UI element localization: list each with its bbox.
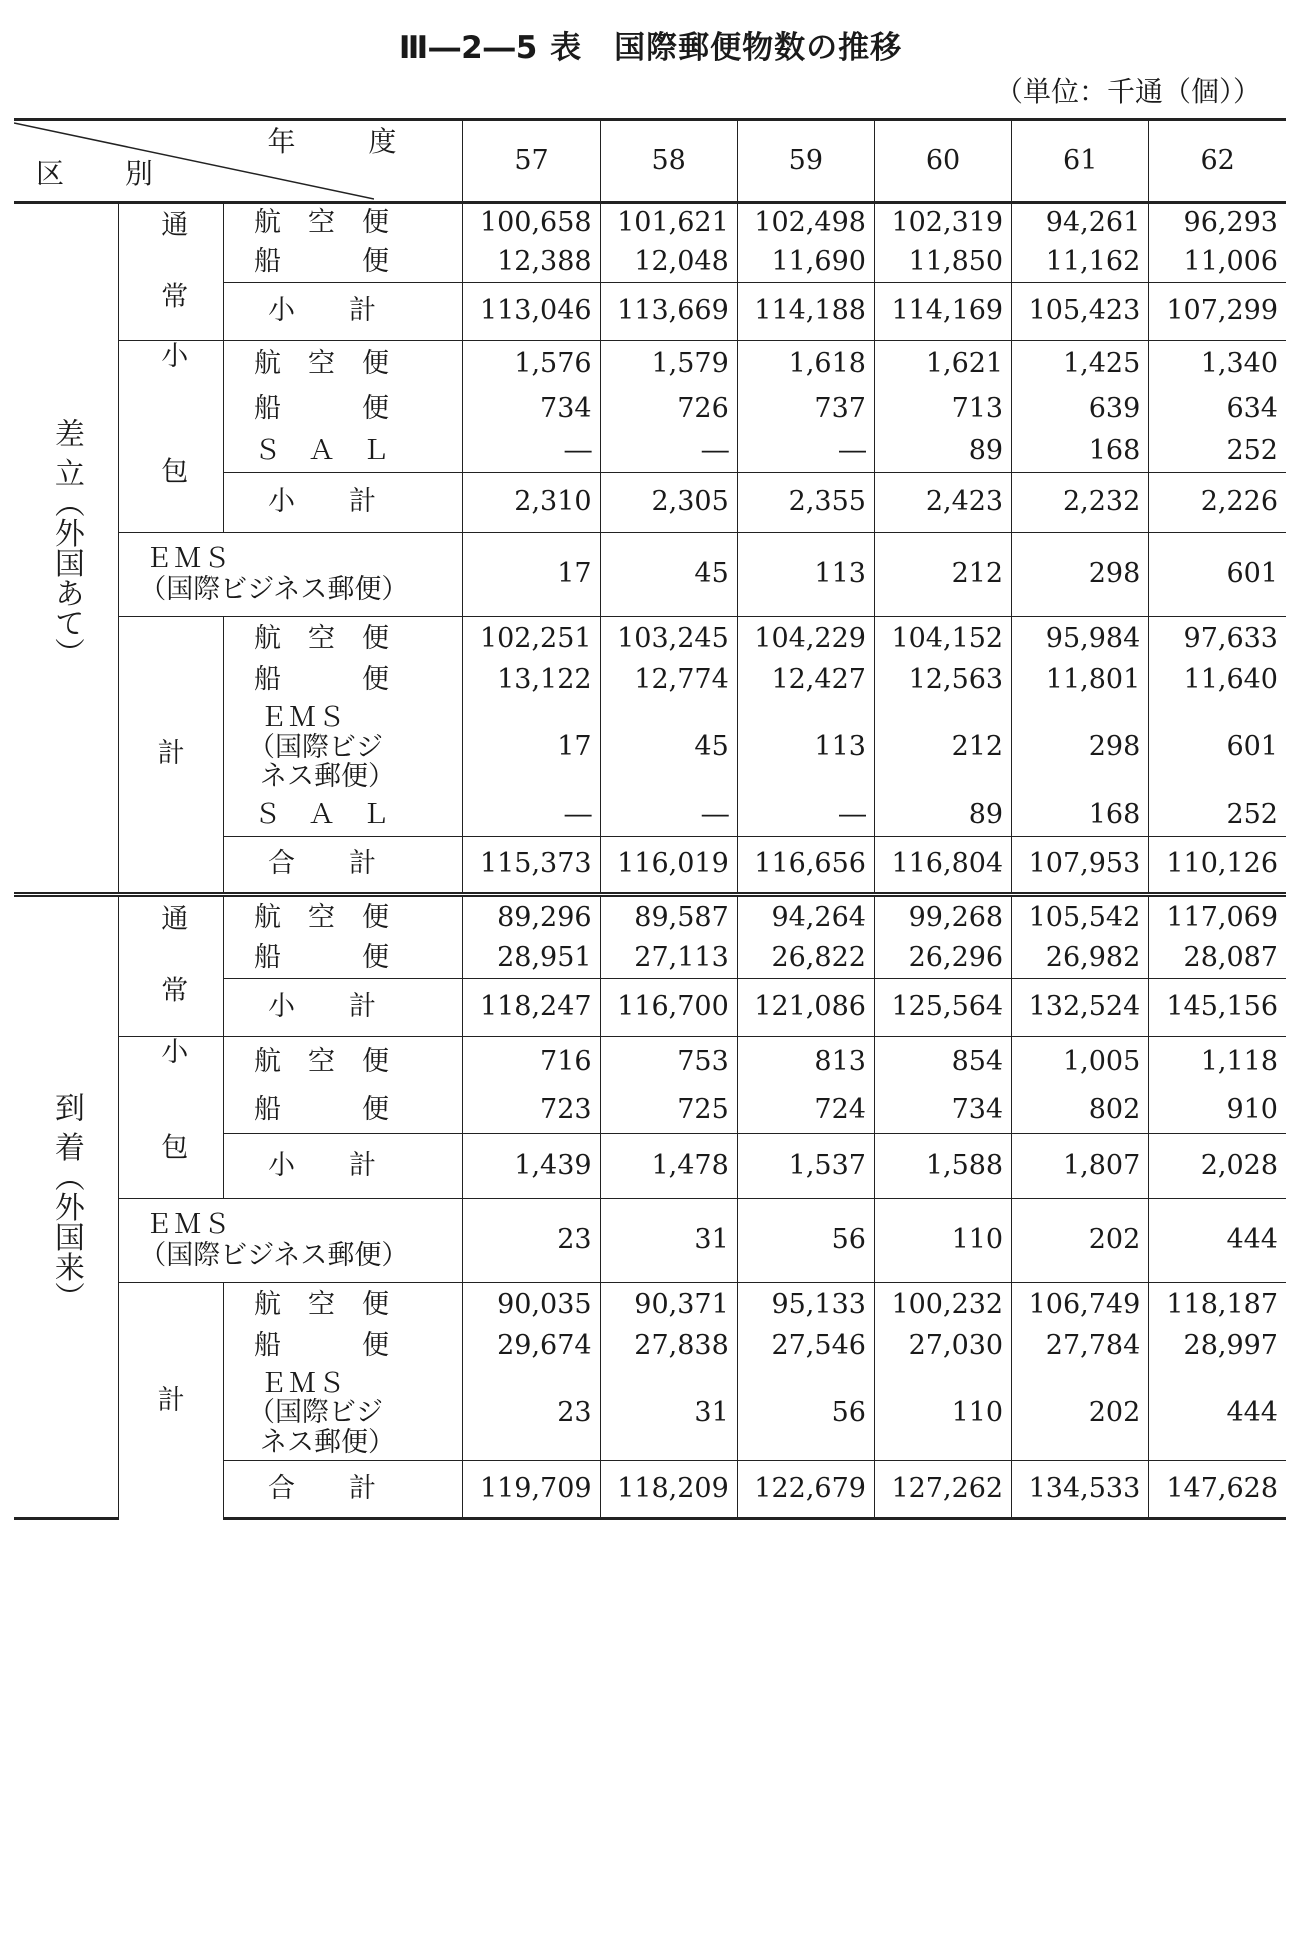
value-cell: ― [463,794,600,836]
value-cell: 31 [600,1198,737,1282]
value-cell: 89,296 [463,894,600,938]
row-label-ship: 船 便 [223,1326,462,1366]
value-cell: 634 [1149,387,1286,430]
value-cell: 29,674 [463,1326,600,1366]
value-cell: 17 [463,700,600,794]
value-cell: 1,576 [463,341,600,388]
value-cell: 2,355 [737,473,874,533]
value-cell: 639 [1012,387,1149,430]
value-cell: 1,425 [1012,341,1149,388]
value-cell: 11,006 [1149,243,1286,283]
value-cell: 56 [737,1198,874,1282]
kozutsumi-label: 小 包 [119,341,224,533]
value-cell: 2,226 [1149,473,1286,533]
value-cell: 96,293 [1149,203,1286,243]
value-cell: 102,251 [463,616,600,660]
value-cell: 113,046 [463,283,600,341]
ems-label [119,1198,463,1282]
value-cell: 27,030 [874,1326,1011,1366]
table-title: Ⅲ―2―5 表 国際郵便物数の推移 [398,30,903,66]
value-cell: 100,232 [874,1282,1011,1326]
value-cell: 2,232 [1012,473,1149,533]
value-cell: 115,373 [463,836,600,894]
value-cell: 116,656 [737,836,874,894]
value-cell: 2,423 [874,473,1011,533]
value-cell: 122,679 [737,1460,874,1518]
row-label-ship: 船 便 [223,387,462,430]
value-cell: 2,310 [463,473,600,533]
value-cell: 1,618 [737,341,874,388]
value-cell: 734 [874,1087,1011,1133]
value-cell: 1,621 [874,341,1011,388]
value-cell: 89 [874,794,1011,836]
value-cell: 116,804 [874,836,1011,894]
value-cell: 56 [737,1366,874,1460]
value-cell: 202 [1012,1366,1149,1460]
table-row [14,532,1286,616]
value-cell: 134,533 [1012,1460,1149,1518]
value-cell: 1,439 [463,1134,600,1199]
value-cell: 105,423 [1012,283,1149,341]
value-cell: 26,822 [737,938,874,978]
table-row [14,203,1286,243]
value-cell: 27,546 [737,1326,874,1366]
value-cell: 725 [600,1087,737,1133]
year-59: 59 [737,120,874,203]
value-cell: 127,262 [874,1460,1011,1518]
value-cell: 28,087 [1149,938,1286,978]
value-cell: 95,133 [737,1282,874,1326]
header-corner [14,120,463,203]
value-cell: 28,997 [1149,1326,1286,1366]
row-label-air: 航 空 便 [223,616,462,660]
ems-title: ＥＭＳ [145,1209,233,1241]
value-cell: 125,564 [874,978,1011,1036]
value-cell: 26,296 [874,938,1011,978]
value-cell: 12,427 [737,660,874,700]
ems-label [119,532,463,616]
value-cell: 107,299 [1149,283,1286,341]
value-cell: 147,628 [1149,1460,1286,1518]
row-label-subtotal: 小 計 [223,978,462,1036]
table-row [14,894,1286,938]
year-61: 61 [1012,120,1149,203]
value-cell: 813 [737,1036,874,1087]
value-cell: 11,801 [1012,660,1149,700]
value-cell: 737 [737,387,874,430]
row-label-total: 合 計 [223,836,462,894]
value-cell: 45 [600,700,737,794]
value-cell: 202 [1012,1198,1149,1282]
tsujo-label: 通 常 [119,203,224,341]
value-cell: 31 [600,1366,737,1460]
value-cell: 121,086 [737,978,874,1036]
row-label-subtotal: 小 計 [223,473,462,533]
touchaku-label: 到 着（外国来） [14,894,119,1518]
table-row [14,1282,1286,1326]
value-cell: 95,984 [1012,616,1149,660]
value-cell: 726 [600,387,737,430]
value-cell: 116,019 [600,836,737,894]
value-cell: 45 [600,532,737,616]
value-cell: 107,953 [1012,836,1149,894]
value-cell: 601 [1149,700,1286,794]
value-cell: 1,537 [737,1134,874,1199]
value-cell: 97,633 [1149,616,1286,660]
row-label-ship: 船 便 [223,660,462,700]
header-row [14,120,1286,203]
table-row [14,1198,1286,1282]
value-cell: 28,951 [463,938,600,978]
table-row [14,341,1286,388]
value-cell: 102,319 [874,203,1011,243]
value-cell: 101,621 [600,203,737,243]
ems-inner-label: ＥＭＳ （国際ビジ ネス郵便） [223,700,462,794]
value-cell: 168 [1012,430,1149,473]
value-cell: 116,700 [600,978,737,1036]
year-58: 58 [600,120,737,203]
value-cell: 12,388 [463,243,600,283]
value-cell: 1,118 [1149,1036,1286,1087]
row-label-air: 航 空 便 [223,341,462,388]
value-cell: 723 [463,1087,600,1133]
kozutsumi-label: 小 包 [119,1036,224,1198]
sashidashi-label: 差 立（外国あて） [14,203,119,895]
value-cell: 12,563 [874,660,1011,700]
year-57: 57 [463,120,600,203]
value-cell: 23 [463,1366,600,1460]
value-cell: 11,690 [737,243,874,283]
value-cell: 110 [874,1198,1011,1282]
value-cell: 23 [463,1198,600,1282]
value-cell: 1,005 [1012,1036,1149,1087]
ems-full: （国際ビジネス郵便） [139,1240,409,1272]
row-label-sal: Ｓ Ａ Ｌ [223,794,462,836]
value-cell: 114,169 [874,283,1011,341]
value-cell: ― [463,430,600,473]
value-cell: 713 [874,387,1011,430]
value-cell: 1,588 [874,1134,1011,1199]
row-label-air: 航 空 便 [223,203,462,243]
value-cell: 17 [463,532,600,616]
ems-inner-label: ＥＭＳ （国際ビジ ネス郵便） [223,1366,462,1460]
value-cell: 100,658 [463,203,600,243]
value-cell: 298 [1012,532,1149,616]
value-cell: 113,669 [600,283,737,341]
value-cell: 104,152 [874,616,1011,660]
value-cell: 117,069 [1149,894,1286,938]
value-cell: 145,156 [1149,978,1286,1036]
value-cell: 118,247 [463,978,600,1036]
value-cell: 113 [737,700,874,794]
value-cell: 1,340 [1149,341,1286,388]
value-cell: 252 [1149,430,1286,473]
value-cell: 11,850 [874,243,1011,283]
value-cell: 99,268 [874,894,1011,938]
value-cell: 212 [874,700,1011,794]
tsujo-label: 通 常 [119,894,224,1036]
value-cell: 119,709 [463,1460,600,1518]
value-cell: 1,478 [600,1134,737,1199]
row-label-ship: 船 便 [223,1087,462,1133]
value-cell: 753 [600,1036,737,1087]
value-cell: 212 [874,532,1011,616]
value-cell: ― [600,430,737,473]
value-cell: 724 [737,1087,874,1133]
value-cell: 94,264 [737,894,874,938]
row-label-subtotal: 小 計 [223,1134,462,1199]
row-label-sal: Ｓ Ａ Ｌ [223,430,462,473]
value-cell: 910 [1149,1087,1286,1133]
row-label-ship: 船 便 [223,938,462,978]
value-cell: 27,784 [1012,1326,1149,1366]
value-cell: 854 [874,1036,1011,1087]
value-cell: 132,524 [1012,978,1149,1036]
value-cell: 105,542 [1012,894,1149,938]
table-row [14,1036,1286,1087]
value-cell: 102,498 [737,203,874,243]
row-label-air: 航 空 便 [223,894,462,938]
value-cell: 90,035 [463,1282,600,1326]
ems-full: （国際ビジネス郵便） [139,574,409,606]
value-cell: 12,048 [600,243,737,283]
value-cell: 601 [1149,532,1286,616]
ems-title: ＥＭＳ [145,543,233,575]
value-cell: 444 [1149,1366,1286,1460]
row-label-air: 航 空 便 [223,1036,462,1087]
value-cell: 89 [874,430,1011,473]
value-cell: 1,579 [600,341,737,388]
row-label-total: 合 計 [223,1460,462,1518]
value-cell: 11,162 [1012,243,1149,283]
postal-table [14,118,1286,1520]
kei-label: 計 [119,1282,224,1518]
value-cell: 90,371 [600,1282,737,1326]
value-cell: 11,640 [1149,660,1286,700]
value-cell: 118,187 [1149,1282,1286,1326]
value-cell: 103,245 [600,616,737,660]
kei-label: 計 [119,616,224,894]
category-header: 区 別 [36,157,179,191]
value-cell: 2,305 [600,473,737,533]
row-label-ship: 船 便 [223,243,462,283]
value-cell: 734 [463,387,600,430]
value-cell: 27,113 [600,938,737,978]
table-row [14,616,1286,660]
row-label-air: 航 空 便 [223,1282,462,1326]
year-header: 年 度 [267,125,429,158]
value-cell: 118,209 [600,1460,737,1518]
value-cell: ― [737,794,874,836]
value-cell: 104,229 [737,616,874,660]
value-cell: 114,188 [737,283,874,341]
value-cell: 27,838 [600,1326,737,1366]
value-cell: 26,982 [1012,938,1149,978]
value-cell: 252 [1149,794,1286,836]
value-cell: 716 [463,1036,600,1087]
value-cell: 94,261 [1012,203,1149,243]
value-cell: 802 [1012,1087,1149,1133]
value-cell: 110 [874,1366,1011,1460]
value-cell: 89,587 [600,894,737,938]
value-cell: ― [600,794,737,836]
value-cell: 444 [1149,1198,1286,1282]
value-cell: 298 [1012,700,1149,794]
value-cell: 168 [1012,794,1149,836]
value-cell: 110,126 [1149,836,1286,894]
unit-label: （単位：千通（個）） [994,75,1261,108]
value-cell: 1,807 [1012,1134,1149,1199]
year-62: 62 [1149,120,1286,203]
year-60: 60 [874,120,1011,203]
value-cell: 113 [737,532,874,616]
value-cell: ― [737,430,874,473]
value-cell: 2,028 [1149,1134,1286,1199]
value-cell: 12,774 [600,660,737,700]
value-cell: 13,122 [463,660,600,700]
row-label-subtotal: 小 計 [223,283,462,341]
value-cell: 106,749 [1012,1282,1149,1326]
